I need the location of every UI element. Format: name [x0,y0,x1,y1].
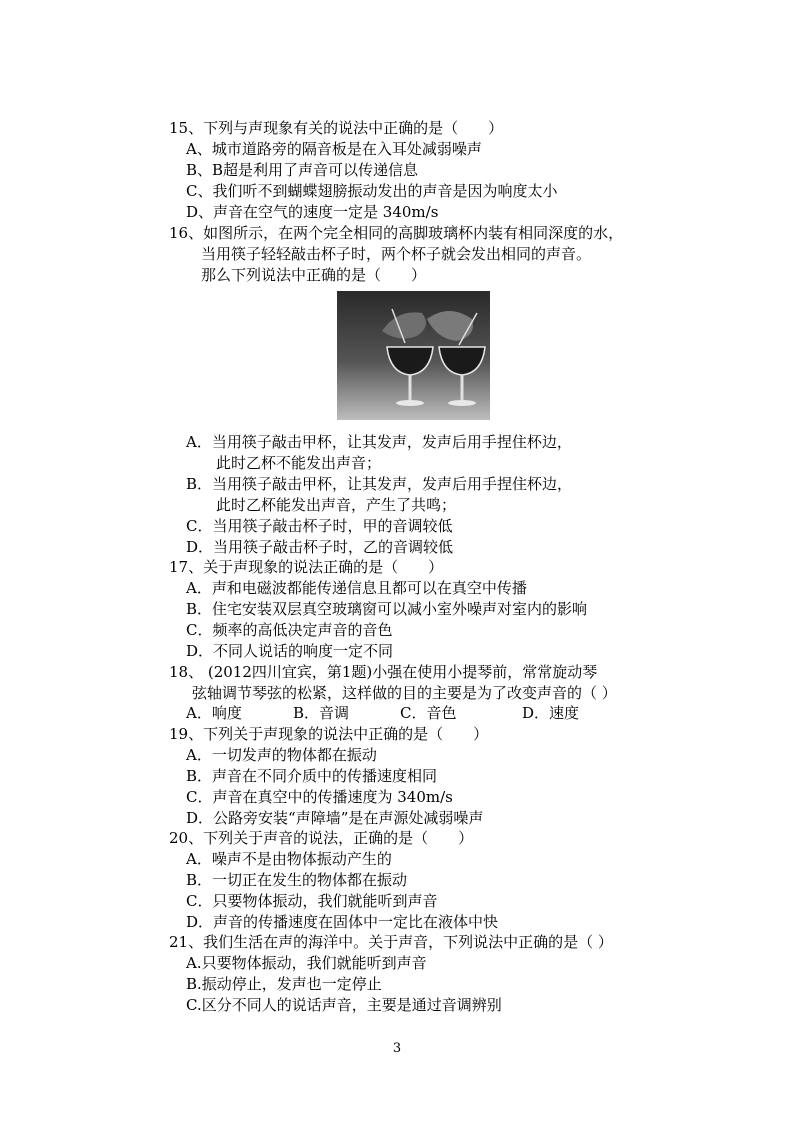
question-17-option-d: D．不同人说话的响度一定不同 [186,642,394,660]
question-16-option-a-cont: 此时乙杯不能发出声音； [216,454,382,472]
question-16-option-b: B．当用筷子敲击甲杯，让其发声，发声后用手捏住杯边， [186,475,573,493]
question-21-option-b: B.振动停止，发声也一定停止 [186,975,382,993]
question-16-option-a: A．当用筷子敲击甲杯，让其发声，发声后用手捏住杯边， [186,433,572,451]
question-15-option-c: C、我们听不到蝴蝶翅膀振动发出的声音是因为响度太小 [186,182,558,200]
question-18-option-c: C．音色 [400,704,457,722]
question-18-stem: 18、 (2012四川宜宾，第1题)小强在使用小提琴前，常常旋动琴 [169,663,598,681]
question-18-option-b: B．音调 [293,704,350,722]
question-15-option-b: B、B超是利用了声音可以传递信息 [186,161,419,179]
question-18-stem-line2: 弦轴调节琴弦的松紧，这样做的目的主要是为了改变声音的（ ） [192,684,617,702]
question-15-stem: 15、下列与声现象有关的说法中正确的是（ ） [169,119,504,137]
question-20-option-b: B．一切正在发生的物体都在振动 [186,871,408,889]
question-17-stem: 17、关于声现象的说法正确的是（ ） [169,558,444,576]
question-16-stem-line3: 那么下列说法中正确的是（ ） [201,266,427,284]
question-20-option-a: A．噪声不是由物体振动产生的 [186,850,392,868]
question-16-option-d: D．当用筷子敲击杯子时，乙的音调较低 [186,538,454,556]
question-16-stem-line2: 当用筷子轻轻敲击杯子时，两个杯子就会发出相同的声音。 [201,245,592,263]
question-18-option-d: D．速度 [522,704,580,722]
left-glass-base [396,400,424,406]
question-17-option-a: A．声和电磁波都能传递信息且都可以在真空中传播 [186,579,527,597]
question-17-option-b: B．住宅安装双层真空玻璃窗可以减小室外噪声对室内的影响 [186,600,588,618]
question-17-option-c: C．频率的高低决定声音的音色 [186,621,393,639]
right-glass-base [448,400,476,406]
question-20-stem: 20、下列关于声音的说法，正确的是（ ） [169,829,474,847]
right-glass-stem [461,375,464,401]
question-21-option-a: A.只要物体振动，我们就能听到声音 [186,954,427,972]
page-number: 3 [392,1041,402,1056]
question-18-options [186,703,579,723]
question-19-option-c: C．声音在真空中的传播速度为 340m/s [186,788,453,806]
question-21-option-c: C.区分不同人的说话声音，主要是通过音调辨别 [186,996,502,1014]
question-16-option-c: C．当用筷子敲击杯子时，甲的音调较低 [186,517,453,535]
question-16-option-b-cont: 此时乙杯能发出声音，产生了共鸣； [216,496,457,514]
left-glass-stem [409,375,412,401]
question-19-option-a: A．一切发声的物体都在振动 [186,746,377,764]
question-19-option-b: B．声音在不同介质中的传播速度相同 [186,767,438,785]
question-18-option-a: A．响度 [186,704,242,722]
question-15-option-a: A、城市道路旁的隔音板是在入耳处减弱噪声 [186,140,482,158]
wine-glasses-photo [337,291,490,420]
question-20-option-d: D．声音的传播速度在固体中一定比在液体中快 [186,913,499,931]
question-15-option-d: D、声音在空气的速度一定是 340m/s [186,203,439,221]
question-20-option-c: C．只要物体振动，我们就能听到声音 [186,892,438,910]
question-19-option-d: D．公路旁安装“声障墙”是在声源处减弱噪声 [186,809,484,827]
question-21-stem: 21、我们生活在声的海洋中。关于声音，下列说法中正确的是（ ） [169,933,613,951]
question-19-stem: 19、下列关于声现象的说法中正确的是（ ） [169,725,489,743]
question-16-stem: 16、如图所示，在两个完全相同的高脚玻璃杯内装有相同深度的水， [169,224,624,242]
